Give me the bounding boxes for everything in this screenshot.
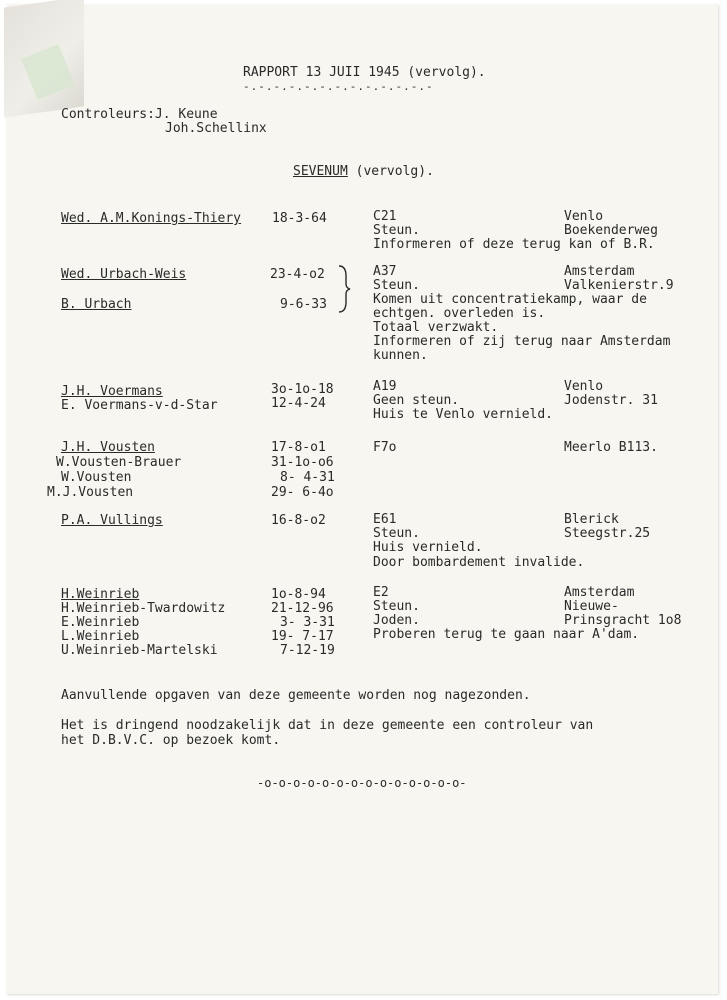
- entry-6-name-5: U.Weinrieb-Martelski: [61, 643, 218, 658]
- entry-1-date-1: 18-3-64: [272, 211, 327, 226]
- entry-3-place-1: Venlo: [564, 379, 604, 394]
- entry-2-note-6: kunnen.: [373, 348, 428, 363]
- entry-5-note-3: Door bombardement invalide.: [373, 555, 585, 570]
- municipality-name: SEVENUM: [293, 164, 348, 179]
- entry-3-place-2: Jodenstr. 31: [564, 393, 658, 408]
- entry-2-place-2: Valkenierstr.9: [564, 278, 674, 293]
- entry-5-name-1: P.A. Vullings: [61, 513, 163, 528]
- entry-1-place-2: Boekenderweg: [564, 223, 658, 238]
- entry-4-name-4: M.J.Vousten: [47, 485, 134, 500]
- entry-6-note-3: Proberen terug te gaan naar A'dam.: [373, 627, 640, 642]
- footer-line-2: Het is dringend noodzakelijk dat in deze gemeente een controleur van: [61, 718, 594, 733]
- bracket-icon: [336, 264, 352, 314]
- municipality-heading: [293, 165, 434, 179]
- entry-3-name-2: E. Voermans-v-d-Star: [61, 398, 218, 413]
- entry-2-name-2: B. Urbach: [61, 297, 132, 312]
- municipality-suffix: (vervolg).: [355, 164, 434, 179]
- controleurs-second: Joh.Schellinx: [165, 121, 267, 136]
- entry-2-date-1: 23-4-o2: [270, 267, 325, 282]
- entry-3-date-1: 3o-1o-18: [271, 382, 334, 397]
- entry-4-name-1: J.H. Vousten: [61, 440, 155, 455]
- entry-2-note-5: Informeren of zij terug naar Amsterdam: [373, 334, 671, 349]
- entry-5-note-2: Huis vernield.: [373, 540, 483, 555]
- entry-1-place-1: Venlo: [564, 209, 604, 224]
- entry-6-name-1: H.Weinrieb: [61, 587, 140, 602]
- entry-6-date-1: 1o-8-94: [271, 587, 326, 602]
- entry-4-code: F7o: [373, 440, 397, 455]
- entry-2-note-3: echtgen. overleden is.: [373, 306, 546, 321]
- entry-6-place-3: Prinsgracht 1o8: [564, 613, 682, 628]
- entry-2-place-1: Amsterdam: [564, 264, 635, 279]
- entry-6-name-3: E.Weinrieb: [61, 615, 140, 630]
- report-title: RAPPORT 13 JUII 1945 (vervolg).: [243, 65, 486, 80]
- entry-6-name-4: L.Weinrieb: [61, 629, 140, 644]
- entry-6-name-2: H.Weinrieb-Twardowitz: [61, 601, 226, 616]
- entry-1-note-2: Informeren of deze terug kan of B.R.: [373, 237, 655, 252]
- controleurs-label: Controleurs:J. Keune: [61, 107, 218, 122]
- entry-2-name-1: Wed. Urbach-Weis: [61, 267, 187, 282]
- entry-3-code: A19: [373, 379, 397, 394]
- entry-2-note-2: Komen uit concentratiekamp, waar de: [373, 292, 647, 307]
- entry-4-date-1: 17-8-o1: [271, 440, 326, 455]
- footer-line-3: het D.B.V.C. op bezoek komt.: [61, 733, 281, 748]
- entry-4-date-3: 8- 4-31: [280, 470, 335, 485]
- entry-5-date-1: 16-8-o2: [271, 513, 326, 528]
- entry-5-place-2: Steegstr.25: [564, 526, 651, 541]
- entry-1-code: C21: [373, 209, 397, 224]
- entry-6-date-5: 7-12-19: [280, 643, 335, 658]
- entry-2-note-4: Totaal verzwakt.: [373, 320, 499, 335]
- entry-6-date-4: 19- 7-17: [271, 629, 334, 644]
- entry-4-date-4: 29- 6-4o: [271, 485, 334, 500]
- entry-2-date-2: 9-6-33: [280, 297, 327, 312]
- entry-1-name-1: Wed. A.M.Konings-Thiery: [61, 211, 242, 226]
- entry-6-code: E2: [373, 585, 389, 600]
- entry-6-note-1: Steun.: [373, 599, 420, 614]
- entry-5-note-1: Steun.: [373, 526, 420, 541]
- entry-3-note-1: Geen steun.: [373, 393, 460, 408]
- entry-4-name-2: W.Vousten-Brauer: [56, 455, 182, 470]
- entry-6-note-2: Joden.: [373, 613, 420, 628]
- entry-5-code: E61: [373, 512, 397, 527]
- footer-line-1: Aanvullende opgaven van deze gemeente worden nog nagezonden.: [61, 688, 531, 703]
- entry-4-place-1: Meerlo B113.: [564, 440, 658, 455]
- title-underline: -.-.-.-.-.-.-.-.-.-.-.-.-: [243, 80, 434, 93]
- entry-5-place-1: Blerick: [564, 512, 619, 527]
- entry-4-name-3: W.Vousten: [61, 470, 132, 485]
- entry-1-note-1: Steun.: [373, 223, 420, 238]
- entry-3-note-2: Huis te Venlo vernield.: [373, 407, 554, 422]
- entry-2-note-1: Steun.: [373, 278, 420, 293]
- entry-6-place-2: Nieuwe-: [564, 599, 619, 614]
- entry-6-date-3: 3- 3-31: [280, 615, 335, 630]
- footer-divider: -o-o-o-o-o-o-o-o-o-o-o-o-o-o-: [257, 776, 467, 790]
- entry-6-date-2: 21-12-96: [271, 601, 334, 616]
- entry-2-code: A37: [373, 264, 397, 279]
- entry-3-date-2: 12-4-24: [271, 396, 326, 411]
- entry-3-name-1: J.H. Voermans: [61, 384, 163, 399]
- entry-6-place-1: Amsterdam: [564, 585, 635, 600]
- entry-4-date-2: 31-1o-o6: [271, 455, 334, 470]
